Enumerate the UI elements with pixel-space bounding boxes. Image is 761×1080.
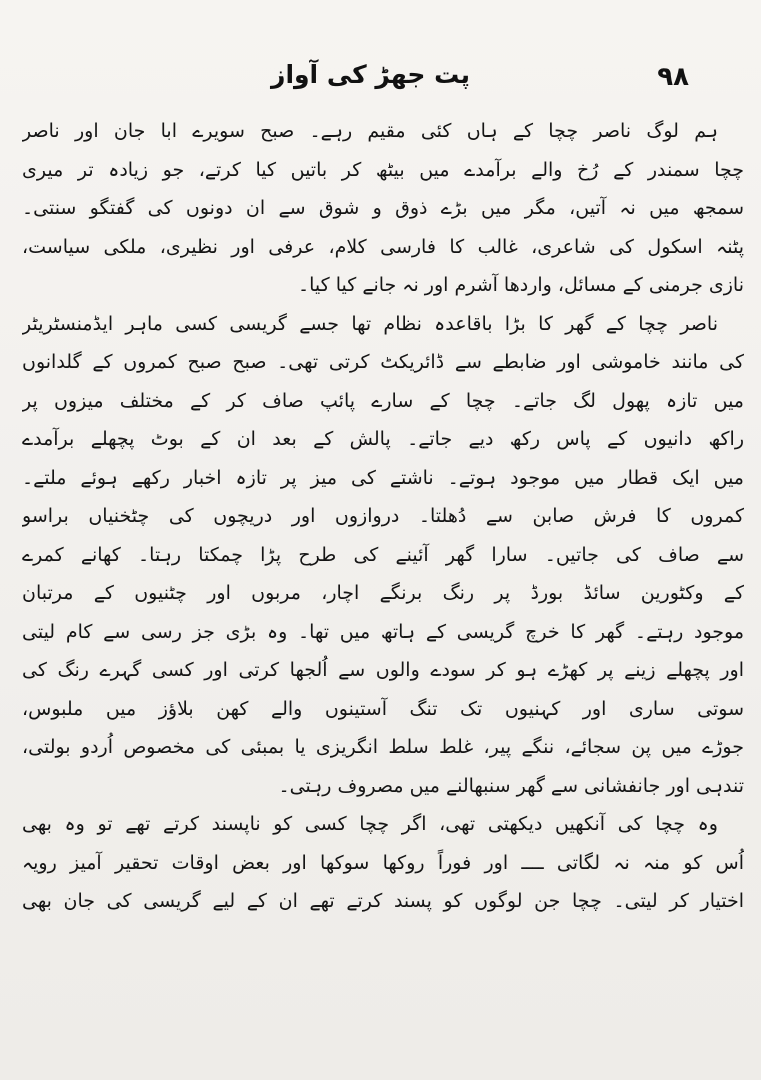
- text-line: کمروں کا فرش صابن سے دُھلتا۔ دروازوں اور دریچوں کی چٹخنیاں براسو: [22, 505, 744, 527]
- text-line: پٹنہ اسکول کی شاعری، غالب کا فارسی کلام، عرفی اور نظیری، ملکی سیاست،: [22, 235, 744, 258]
- text-line: چچا سمندر کے رُخ والے برآمدے میں بیٹھ کر باتیں کیا کرتے، جو زیادہ تر میری: [22, 158, 744, 181]
- text-line: راکھ دانیوں کے پاس رکھ دیے جاتے۔ پالش کے بعد ان کے بوٹ پچھلے برآمدے: [22, 428, 744, 450]
- text-line: سوتی ساری اور کہنیوں تک تنگ آستینوں والے کھن بلاؤز میں ملبوس،: [22, 697, 744, 720]
- text-line: اختیار کر لیتی۔ چچا جن لوگوں کو پسند کرتے تھے ان کے لیے گریسی کی جان بھی: [22, 890, 744, 912]
- text-line: وہ چچا کی آنکھیں دیکھتی تھی، اگر چچا کسی کو ناپسند کرتے تھے تو وہ بھی: [22, 813, 718, 835]
- text-line: موجود رہتے۔ گھر کا خرچ گریسی کے ہاتھ میں تھا۔ وہ بڑی جز رسی سے کام لیتی: [22, 620, 744, 643]
- text-line: سے صاف کی جاتیں۔ سارا گھر آئینے کی طرح پڑا چمکتا رہتا۔ کھانے کمرے: [22, 543, 744, 566]
- text-line: اور پچھلے زینے پر کھڑے ہو کر سودے والوں سے اُلجھا کرتی اور کسی گہرے رنگ کی: [22, 659, 744, 681]
- text-line: نازی جرمنی کے مسائل، واردھا آشرم اور نہ جانے کیا کیا۔: [297, 274, 744, 296]
- text-line: تندہی اور جانفشانی سے گھر سنبھالنے میں مصروف رہتی۔: [278, 774, 744, 797]
- running-title: پت جھڑ کی آواز: [271, 60, 470, 89]
- body-text: [22, 112, 744, 921]
- text-line: میں تازہ پھول لگ جاتے۔ چچا کے سارے پائپ صاف کر کے مختلف میزوں پر: [22, 389, 744, 412]
- text-line: اُس کو منہ نہ لگاتی ــــ اور فوراً روکھا سوکھا اور بعض اوقات تحقیر آمیز رویہ: [22, 851, 744, 874]
- page-header: [0, 58, 761, 98]
- text-line: کے وکٹورین سائڈ بورڈ پر رنگ برنگے اچار، مربوں اور چٹنیوں کے مرتبان: [22, 582, 744, 604]
- page-number: ۹۸: [657, 62, 689, 92]
- text-line: ناصر چچا کے گھر کا بڑا باقاعدہ نظام تھا جسے گریسی کسی ماہر ایڈمنسٹریٹر: [22, 312, 718, 335]
- text-line: سمجھ میں نہ آتیں، مگر میں بڑے ذوق و شوق سے ان دونوں کی گفتگو سنتی۔: [22, 197, 744, 219]
- text-line: جوڑے میں پن سجائے، ننگے پیر، غلط سلط انگریزی یا بمبئی کی مخصوص اُردو بولتی،: [22, 736, 744, 758]
- text-line: کی مانند خاموشی اور ضابطے سے ڈائریکٹ کرتی تھی۔ صبح صبح کمروں کے گلدانوں: [22, 351, 744, 373]
- text-line: ہم لوگ ناصر چچا کے ہاں کئی مقیم رہے۔ صبح سویرے ابا جان اور ناصر: [22, 120, 718, 142]
- text-line: میں ایک قطار میں موجود ہوتے۔ ناشتے کی میز پر تازہ اخبار رکھے ہوئے ملتے۔: [22, 466, 744, 489]
